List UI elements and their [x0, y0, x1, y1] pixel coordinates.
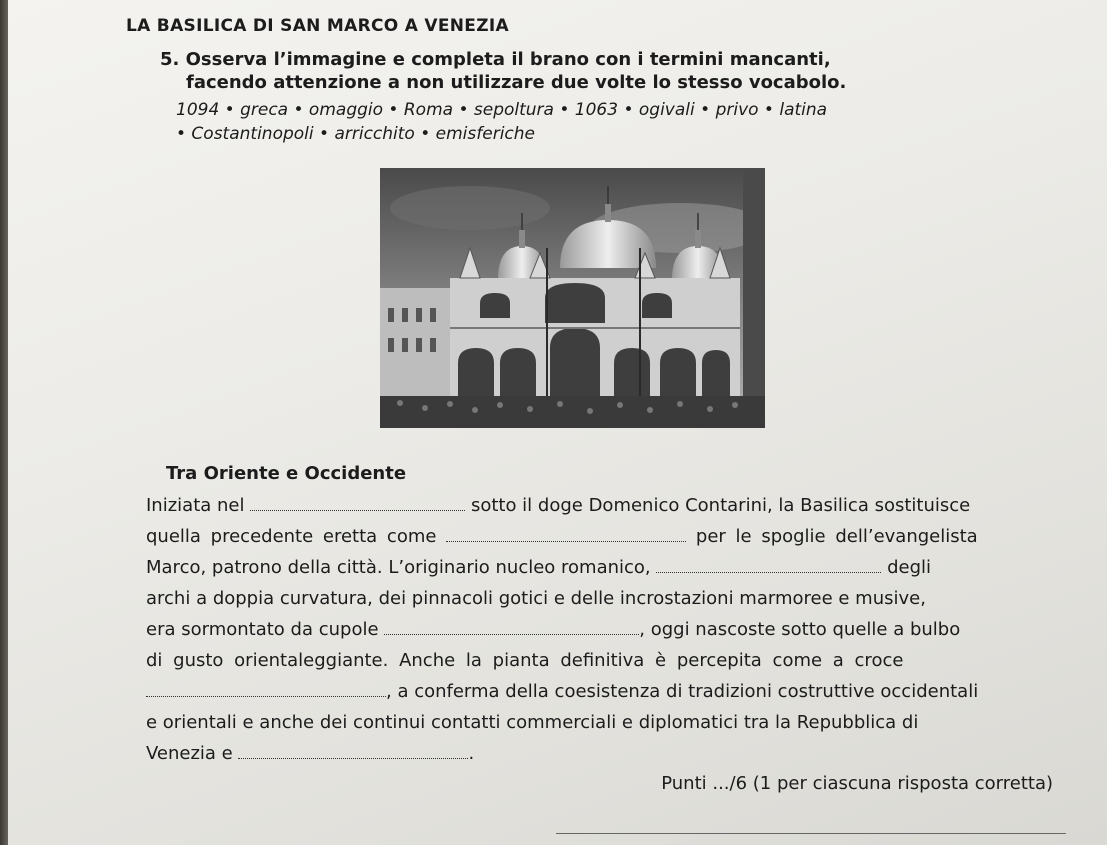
passage-line-8: e orientali e anche dei continui contatti commerciali e diplomatici tra la Repubblica di — [146, 712, 919, 733]
instruction-line-1: 5. Osserva l’immagine e completa il brano con i termini mancanti, — [160, 49, 831, 70]
passage-line-7: , a conferma della coesistenza di tradizioni costruttive occidentali — [146, 676, 1046, 707]
passage-line-5: era sormontato da cupole , oggi nascoste sotto quelle a bulbo — [146, 619, 961, 640]
score-line: Punti .../6 (1 per ciascuna risposta corretta) — [661, 773, 1053, 794]
answer-blank-4[interactable] — [384, 620, 639, 635]
answer-blank-3[interactable] — [656, 558, 881, 573]
passage-line-6: di gusto orientaleggiante. Anche la pianta definitiva è percepita come a croce — [146, 650, 904, 671]
answer-blank-2[interactable] — [446, 527, 686, 542]
answer-blank-1[interactable] — [250, 496, 465, 511]
word-bank-line-2: • Costantinopoli • arricchito • emisferiche — [176, 124, 536, 144]
exercise-instruction — [160, 48, 1040, 94]
passage-line-4: archi a doppia curvatura, dei pinnacoli gotici e delle incrostazioni marmoree e musive, — [146, 588, 926, 609]
instruction-line-2: facendo attenzione a non utilizzare due volte lo stesso vocabolo. — [186, 72, 847, 93]
bottom-divider — [556, 833, 1066, 834]
word-bank-line-1: 1094 • greca • omaggio • Roma • sepoltura • 1063 • ogivali • privo • latina — [176, 100, 828, 120]
basilica-photo — [380, 168, 765, 428]
answer-blank-6[interactable] — [238, 744, 468, 759]
passage-line-2: quella precedente eretta come per le spoglie dell’evangelista — [146, 526, 978, 547]
passage-line-1: Iniziata nel sotto il doge Domenico Contarini, la Basilica sostituisce — [146, 495, 971, 516]
answer-blank-5[interactable] — [146, 682, 386, 697]
worksheet-title: LA BASILICA DI SAN MARCO A VENEZIA — [126, 16, 509, 36]
section-title: Tra Oriente e Occidente — [166, 463, 407, 484]
word-bank — [176, 98, 936, 146]
fill-in-passage — [146, 490, 1046, 769]
passage-line-3: Marco, patrono della città. L’originario nucleo romanico, degli — [146, 557, 932, 578]
passage-line-9: Venezia e . — [146, 743, 475, 764]
